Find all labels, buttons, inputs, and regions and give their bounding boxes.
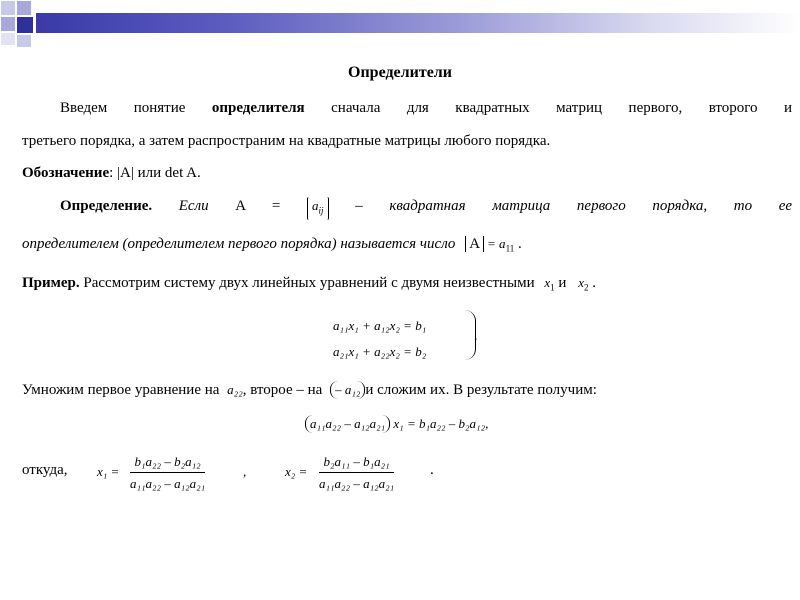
matrix-element-index: ij xyxy=(318,205,324,216)
notation-label: Обозначение xyxy=(22,165,110,181)
notation-line xyxy=(22,165,201,182)
system-dot: . xyxy=(474,329,478,344)
definition-label: Определение. xyxy=(60,198,153,214)
header-square xyxy=(1,17,15,31)
example-label: Пример. xyxy=(22,275,80,291)
definition-text: Если xyxy=(178,198,209,214)
header-square xyxy=(17,1,31,15)
intro-text: Введем понятие xyxy=(60,100,186,116)
determinant-symbol: A xyxy=(469,236,481,252)
example-text: Рассмотрим систему двух линейных уравнений с двумя неизвестными xyxy=(83,275,535,291)
matrix-element: a xyxy=(312,198,319,213)
definition-text: – квадратная матрица первого порядка, то ее xyxy=(355,198,793,214)
matrix-bracket xyxy=(307,197,329,220)
multiply-factor-2: – a₁₂ xyxy=(335,382,361,397)
x2-numerator: b₂a₁₁ – b₁a₂₁ xyxy=(319,454,394,473)
whence-label: откуда, xyxy=(22,462,68,478)
multiply-factor-2-paren xyxy=(330,381,365,399)
notation-text: : |A| или det A. xyxy=(109,165,201,181)
multiply-text: и сложим их. В результате получим: xyxy=(365,382,597,398)
intro-line-2: третьего порядка, а затем распространим на квадратные матрицы любого порядка. xyxy=(22,133,551,149)
system-equation-1: a₁₁x₁ + a₁₂x₂ = b₁ xyxy=(333,318,427,333)
multiply-line xyxy=(22,381,597,399)
x2-denominator: a₁₁a₂₂ – a₁₂a₂₁ xyxy=(319,476,395,491)
definition-line-2: определителем (определителем первого порядка) называется число $A = a_{11}$ . xyxy=(22,236,522,254)
unknown-x2-index: 2 xyxy=(583,282,589,293)
x1-fraction xyxy=(130,454,205,492)
header-square xyxy=(17,17,33,33)
determinant-bars xyxy=(465,236,484,252)
x1-denominator: a₁₁a₂₂ – a₁₂a₂₁ xyxy=(130,476,206,491)
equation-system xyxy=(333,313,426,365)
x1-comma: , xyxy=(243,464,247,479)
x2-lhs: x₂ = xyxy=(285,464,308,479)
multiply-text: Умножим первое уравнение на xyxy=(22,382,220,398)
intro-line-1 xyxy=(60,100,792,117)
result-coefficient-paren xyxy=(305,415,390,433)
x2-fraction xyxy=(319,454,394,492)
matrix-symbol: A = xyxy=(235,198,281,214)
x1-numerator: b₁a₂₂ – b₂a₁₂ xyxy=(130,454,205,473)
unknown-x1: x xyxy=(544,275,551,290)
system-equation-2: a₂₁x₁ + a₂₂x₂ = b₂ xyxy=(333,344,427,359)
intro-text: сначала для квадратных матриц первого, второго и xyxy=(331,100,793,116)
multiply-factor-1: a₂₂ xyxy=(227,382,243,397)
unknown-x2: x xyxy=(578,275,584,290)
result-rhs: x₁ = b₁a₂₂ – b₂a₁₂, xyxy=(393,416,489,431)
header-square xyxy=(1,1,15,15)
header-square xyxy=(1,33,15,45)
example-line xyxy=(22,275,596,293)
multiply-text: , второе – на xyxy=(242,382,323,398)
slide-title: Определители xyxy=(348,64,452,81)
x2-end: . xyxy=(430,462,434,478)
intro-term: определителя xyxy=(211,100,305,116)
example-text: и xyxy=(558,275,567,291)
determinant-value: = a xyxy=(487,236,506,251)
result-coefficient: a₁₁a₂₂ – a₁₂a₂₁ xyxy=(310,416,386,431)
definition-line-1 xyxy=(60,197,792,220)
unknown-x1-index: 1 xyxy=(550,282,555,293)
example-text: . xyxy=(592,275,596,291)
header-square xyxy=(17,35,31,47)
definition-text: определителем (определителем первого порядка) называется число xyxy=(22,236,456,252)
matrix-formula xyxy=(235,198,328,214)
determinant-value-index: 11 xyxy=(505,243,515,254)
header-gradient-bar xyxy=(36,13,800,33)
result-equation xyxy=(305,415,488,433)
x1-lhs: x₁ = xyxy=(97,464,120,479)
